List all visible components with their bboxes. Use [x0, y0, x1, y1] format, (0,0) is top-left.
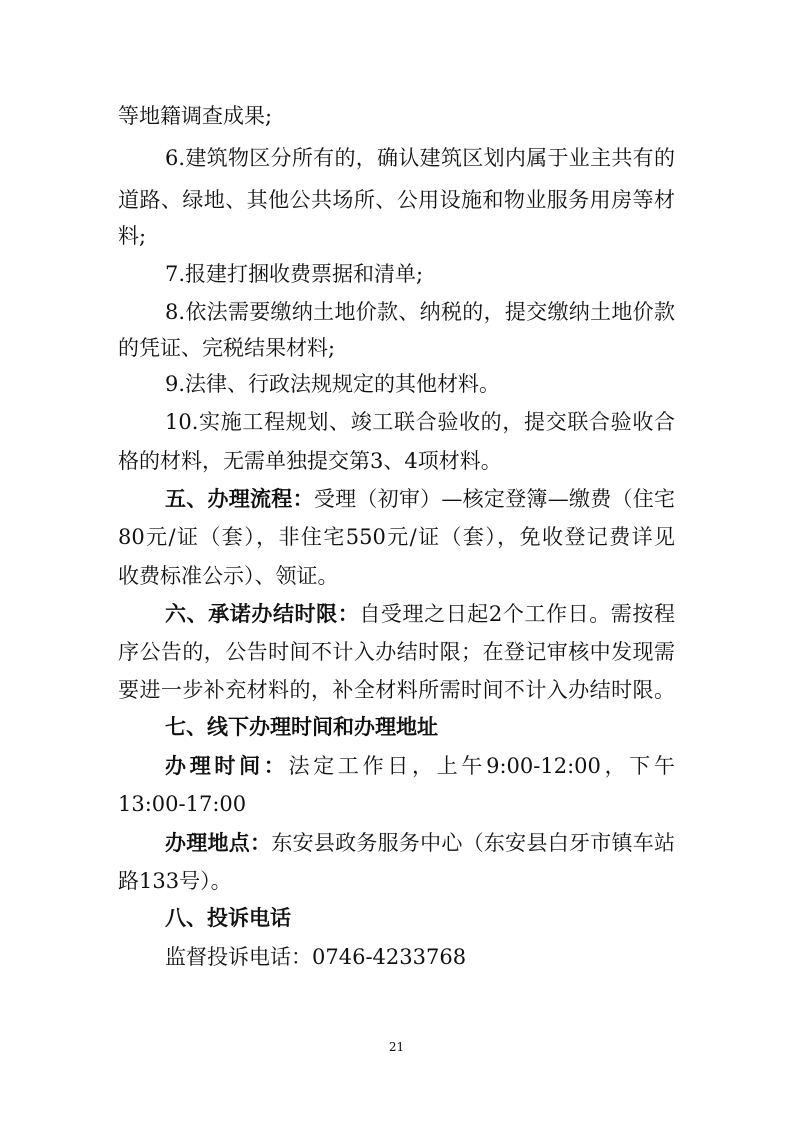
text-line: 序公告的，公告时间不计入办结时限；在登记审核中发现需 — [118, 640, 675, 664]
text-line: 要进一步补充材料的，补全材料所需时间不计入办结时限。 — [118, 678, 675, 702]
complaint-phone: 监督投诉电话：0746-4233768 — [165, 945, 467, 969]
section-deadline-label: 六、承诺办结时限： — [165, 602, 360, 626]
text-line: 道路、绿地、其他公共场所、公用设施和物业服务用房等材 — [118, 188, 675, 212]
list-item-10: 10.实施工程规划、竣工联合验收的，提交联合验收合 — [165, 410, 675, 434]
text-line: 路133号）。 — [118, 869, 232, 893]
section-deadline-text: 自受理之日起2个工作日。需按程 — [359, 602, 675, 626]
office-address-label: 办理地点： — [165, 831, 272, 855]
section-heading-8: 八、投诉电话 — [165, 906, 291, 930]
text-line: 料; — [118, 224, 147, 248]
text-line: 13:00-17:00 — [118, 792, 247, 816]
page-number: 21 — [388, 1040, 405, 1054]
section-heading-7: 七、线下办理时间和办理地址 — [165, 715, 438, 739]
text-line: 格的材料，无需单独提交第3、4项材料。 — [118, 449, 502, 473]
section-process-text: 受理（初审）—核定登簿—缴费（住宅 — [313, 487, 676, 511]
text-line: 的凭证、完税结果材料; — [118, 336, 336, 360]
list-item-8: 8.依法需要缴纳土地价款、纳税的，提交缴纳土地价款 — [165, 300, 675, 324]
list-item-7: 7.报建打捆收费票据和清单; — [165, 262, 424, 286]
office-address-text: 东安县政务服务中心（东安县白牙市镇车站 — [271, 831, 676, 855]
section-process-label: 五、办理流程： — [165, 487, 314, 511]
list-item-6: 6.建筑物区分所有的，确认建筑区划内属于业主共有的 — [165, 146, 675, 170]
office-hours-text: 法定工作日，上午9:00-12:00，下午 — [288, 754, 675, 778]
office-hours-label: 办理时间： — [165, 754, 289, 778]
text-line: 等地籍调查成果; — [118, 104, 273, 128]
section-deadline — [165, 599, 675, 629]
section-process — [165, 484, 675, 514]
list-item-9: 9.法律、行政法规规定的其他材料。 — [165, 372, 501, 396]
text-line: 收费标准公示）、领证。 — [118, 564, 339, 588]
office-address — [165, 828, 675, 858]
office-hours — [165, 751, 675, 781]
text-line: 80元/证（套），非住宅550元/证（套），免收登记费详见 — [118, 525, 675, 549]
